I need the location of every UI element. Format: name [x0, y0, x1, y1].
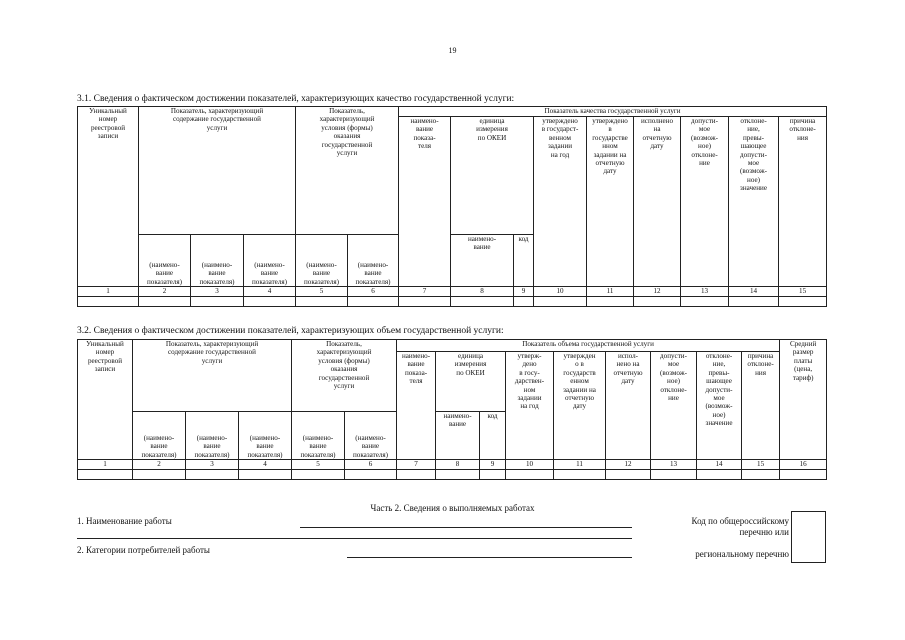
page-number: 19 [448, 46, 457, 55]
header-text-line: отклоне- [660, 385, 687, 394]
header-text-line: наимено- [467, 235, 497, 243]
header-indicator-name-sub [345, 412, 397, 460]
header-text-line: (наимено- [201, 260, 233, 269]
column-number: 2 [139, 287, 191, 297]
header-indicator-name-sub [191, 235, 244, 287]
header-text-line: (цена, [794, 365, 813, 374]
header-text-line: в государст- [541, 125, 579, 134]
header-text-line: (наимено- [196, 433, 228, 442]
header-text-line: задании [547, 142, 573, 151]
table-cell[interactable] [397, 470, 436, 480]
header-text-line: реестровой [90, 123, 126, 132]
header-text-line: государственной [318, 373, 370, 382]
header-text-line: теля [417, 142, 432, 151]
work-name-field-line-2[interactable] [77, 538, 632, 539]
volume-indicators-table [77, 339, 827, 480]
header-text-line: Уникальный [89, 107, 127, 115]
header-text-line: задании [517, 394, 542, 403]
table-cell[interactable] [681, 297, 729, 307]
header-text-line: енном [570, 377, 589, 386]
header-text-line: испол- [617, 352, 639, 360]
header-average-price [780, 340, 827, 460]
header-text-line: содержание государственной [173, 115, 261, 124]
header-text-line: Показатель, характеризующий [165, 340, 259, 348]
table-cell[interactable] [514, 297, 534, 307]
code-label-line-1: Код по общероссийскому [691, 516, 789, 526]
column-number: 16 [780, 460, 827, 470]
header-text-line: ное) [747, 175, 760, 184]
column-number: 9 [514, 287, 534, 297]
header-excess-deviation [729, 117, 779, 287]
header-text-line: допусти- [740, 150, 767, 159]
header-text-line: по ОКЕИ [477, 133, 507, 142]
table-cell[interactable] [399, 297, 451, 307]
table-cell[interactable] [780, 470, 827, 480]
header-text-line: записи [94, 365, 116, 374]
header-text-line: Показатель, [329, 107, 365, 115]
header-deviation-reason [779, 117, 827, 287]
header-text-line: вание [203, 442, 221, 451]
header-indicator-name [399, 117, 451, 287]
header-text-line: ное) [712, 410, 726, 419]
column-number: 4 [244, 287, 296, 297]
column-numbers-row [78, 287, 827, 297]
header-text-line: (наимено- [355, 433, 386, 442]
header-text-line: дату [650, 142, 664, 151]
header-text-line: показателя) [141, 450, 177, 459]
column-number: 8 [436, 460, 480, 470]
header-content-indicator [133, 340, 292, 412]
header-approved-year [534, 117, 587, 287]
header-text-line: отклоне- [691, 150, 718, 159]
header-text-line: превы- [743, 133, 764, 142]
table-cell[interactable] [729, 297, 779, 307]
header-text-line: вание [473, 243, 491, 252]
header-text-line: допусти- [691, 117, 718, 125]
header-text-line: дату [621, 377, 635, 386]
table-cell[interactable] [651, 470, 697, 480]
header-excess-deviation [697, 352, 742, 460]
header-text-line: государственной [321, 140, 373, 149]
table-cell[interactable] [436, 470, 480, 480]
header-text-line: мое [698, 125, 711, 134]
header-text-line: мое [667, 360, 680, 369]
work-name-field[interactable] [300, 527, 632, 528]
header-unit-okei [451, 117, 534, 235]
header-text-line: вание [256, 442, 274, 451]
header-unique-number [78, 340, 133, 460]
header-text-line: задании на [563, 385, 596, 394]
header-unit-code: код [514, 235, 534, 287]
header-quality-indicator: Показатель качества государственной услуги [399, 107, 827, 117]
header-text-line: причина [789, 117, 816, 125]
column-number: 2 [133, 460, 186, 470]
header-indicator-name-sub [139, 235, 191, 287]
header-condition-indicator [292, 340, 397, 412]
header-text-line: Показатель, характеризующий [170, 107, 264, 115]
header-text-line: утверждено [542, 117, 578, 125]
header-text-line: утвержден [563, 352, 596, 360]
header-text-line: задании на [593, 150, 627, 159]
section-3-1-title: 3.1. Сведения о фактическом достижении показателей, характеризующих качество государственной услуги: [77, 94, 515, 104]
column-number: 1 [78, 287, 139, 297]
table-cell[interactable] [78, 470, 133, 480]
header-text-line: на год [520, 402, 539, 411]
header-text-line: вание [361, 442, 380, 451]
header-text-line: допусти- [705, 385, 733, 394]
header-volume-indicator: Показатель объема государственной услуги [397, 340, 780, 352]
header-text-line: показателя) [355, 277, 391, 286]
header-indicator-name-sub [292, 412, 345, 460]
header-text-line: Средний [789, 340, 817, 348]
header-text-line: характеризующий [316, 348, 372, 357]
header-allowed-deviation [651, 352, 697, 460]
header-text-line: мое [747, 159, 760, 168]
table-cell[interactable] [296, 297, 348, 307]
column-number: 4 [239, 460, 292, 470]
header-text-line: о в [575, 360, 584, 369]
header-text-line: показателя) [353, 450, 389, 459]
column-number: 5 [292, 460, 345, 470]
header-text-line: отчетную [565, 394, 595, 403]
header-text-line: мое [713, 394, 725, 403]
header-unit-okei [436, 352, 506, 412]
header-text-line: (наимено- [149, 260, 180, 269]
header-text-line: условия (формы) [318, 356, 370, 365]
header-text-line: реестровой [87, 356, 123, 365]
header-text-line: услуги [336, 149, 358, 158]
column-number: 13 [651, 460, 697, 470]
header-text-line: отклоне- [747, 360, 774, 369]
header-content-indicator [139, 107, 296, 235]
header-indicator-name-sub [244, 235, 296, 287]
table-row [78, 470, 827, 480]
header-unit-name [451, 235, 514, 287]
header-text-line: наимено- [401, 352, 431, 360]
part-2-title: Часть 2. Сведения о выполняемых работах [370, 503, 535, 513]
header-allowed-deviation [681, 117, 729, 287]
header-text-line: превы- [708, 368, 730, 377]
column-number: 14 [729, 287, 779, 297]
header-text-line: показателя) [300, 450, 336, 459]
header-executed [606, 352, 651, 460]
section-3-2-title: 3.2. Сведения о фактическом достижении показателей, характеризующих объем государственной услуги: [77, 326, 504, 336]
header-text-line: содержание государственной [168, 348, 256, 357]
header-text-line: вание [448, 420, 467, 429]
table-cell[interactable] [606, 470, 651, 480]
header-deviation-reason [742, 352, 780, 460]
header-text-line: шающее [740, 142, 767, 151]
header-text-line: ния [755, 368, 766, 377]
header-text-line: вание [312, 269, 331, 278]
header-text-line: отчетную [642, 133, 672, 142]
column-number: 6 [345, 460, 397, 470]
header-text-line: исполнено [641, 117, 674, 125]
column-number: 13 [681, 287, 729, 297]
header-text-line: (наимено- [357, 260, 389, 269]
header-text-line: вание [260, 269, 279, 278]
column-number: 5 [296, 287, 348, 297]
header-text-line: Уникальный [86, 340, 124, 348]
header-text-line: ние, [747, 125, 760, 134]
header-text-line: отклоне- [705, 352, 733, 360]
header-approved-date [587, 117, 634, 287]
table-cell[interactable] [244, 297, 296, 307]
column-number: 15 [779, 287, 827, 297]
header-text-line: дату [603, 167, 617, 176]
header-text-line: ние [668, 394, 679, 403]
column-number: 8 [451, 287, 514, 297]
header-indicator-name-sub [348, 235, 399, 287]
header-text-line: по ОКЕИ [456, 368, 485, 377]
header-text-line: отклоне- [789, 125, 816, 134]
column-number: 7 [399, 287, 451, 297]
header-text-line: (наимено- [254, 260, 285, 269]
table-cell[interactable] [779, 297, 827, 307]
header-text-line: услуги [333, 382, 355, 391]
header-text-line: номер [95, 348, 115, 357]
header-text-line: вание [208, 269, 226, 278]
header-text-line: дату [572, 402, 587, 411]
header-text-line: (возмож- [739, 167, 768, 176]
header-text-line: наимено- [443, 412, 472, 420]
header-text-line: номер [98, 115, 118, 124]
header-text-line: (наимено- [306, 260, 337, 269]
column-number: 12 [606, 460, 651, 470]
header-text-line: в [608, 125, 612, 134]
header-text-line: измерения [454, 360, 487, 369]
header-text-line: записи [97, 132, 119, 141]
header-text-line: показателя) [194, 450, 230, 459]
header-text-line: показателя) [146, 277, 182, 286]
table-cell[interactable] [587, 297, 634, 307]
column-number: 3 [191, 287, 244, 297]
header-indicator-name-sub [296, 235, 348, 287]
header-text-line: ния [797, 133, 808, 142]
header-text-line: вание [309, 442, 327, 451]
header-text-line: отчетную [613, 368, 643, 377]
table-cell[interactable] [292, 470, 345, 480]
header-text-line: ное) [667, 377, 680, 386]
header-text-line: оказания [333, 132, 361, 141]
table-cell[interactable] [506, 470, 554, 480]
work-name-label: 1. Наименование работы [77, 516, 172, 526]
header-text-line: (наимено- [302, 433, 334, 442]
header-text-line: отклоне- [740, 117, 767, 125]
header-text-line: нено на [616, 360, 640, 369]
table-cell[interactable] [345, 470, 397, 480]
header-text-line: шающее [706, 377, 732, 386]
header-text-line: дарствен- [514, 377, 545, 386]
table-cell[interactable] [634, 297, 681, 307]
table-cell[interactable] [697, 470, 742, 480]
column-number: 3 [186, 460, 239, 470]
header-text-line: ние [699, 159, 710, 168]
header-text-line: государств [563, 368, 596, 377]
header-approved-year [506, 352, 554, 460]
consumers-field[interactable] [347, 557, 632, 558]
header-text-line: показателя) [303, 277, 339, 286]
header-indicator-name-sub [133, 412, 186, 460]
header-text-line: вание [364, 269, 382, 278]
header-text-line: ном [523, 385, 536, 394]
header-text-line: размер [792, 348, 814, 357]
table-cell[interactable] [348, 297, 399, 307]
header-text-line: ние, [712, 360, 726, 369]
header-text-line: утверж- [517, 352, 542, 360]
code-label-line-2: перечню или [739, 527, 789, 537]
header-text-line: вание [150, 442, 168, 451]
column-number: 7 [397, 460, 436, 470]
table-cell[interactable] [534, 297, 587, 307]
header-text-line: утверждено [592, 117, 628, 125]
header-text-line: вание [155, 269, 174, 278]
header-text-line: единица [479, 117, 505, 125]
column-number: 11 [554, 460, 606, 470]
quality-indicators-table [77, 106, 827, 307]
header-text-line: причина [747, 352, 774, 360]
table-cell[interactable] [133, 470, 186, 480]
header-text-line: услуги [201, 356, 223, 365]
header-text-line: показателя) [247, 450, 283, 459]
header-text-line: единица [458, 352, 484, 360]
header-unique-number [78, 107, 139, 287]
table-cell[interactable] [742, 470, 780, 480]
header-text-line: Показатель, [326, 340, 362, 348]
header-text-line: теля [409, 377, 423, 386]
header-text-line: государстве [592, 133, 628, 142]
column-number: 15 [742, 460, 780, 470]
header-text-line: наимено- [410, 117, 439, 125]
table-cell[interactable] [139, 297, 191, 307]
table-row [78, 297, 827, 307]
header-text-line: на [653, 125, 661, 134]
header-condition-indicator [296, 107, 399, 235]
header-text-line: услуги [206, 123, 228, 132]
table-cell[interactable] [78, 297, 139, 307]
header-indicator-name-sub [239, 412, 292, 460]
header-text-line: значение [705, 419, 733, 428]
header-text-line: (возмож- [690, 133, 719, 142]
consumers-label: 2. Категории потребителей работы [77, 545, 210, 555]
header-text-line: (возмож- [659, 368, 688, 377]
table-cell[interactable] [554, 470, 606, 480]
header-text-line: значение [740, 184, 767, 193]
code-box[interactable] [791, 511, 826, 563]
header-text-line: показа- [404, 368, 428, 377]
header-text-line: показателя) [251, 277, 287, 286]
header-text-line: венном [549, 133, 571, 142]
header-text-line: вание [415, 125, 434, 134]
column-number: 10 [534, 287, 587, 297]
header-text-line: дено [522, 360, 537, 369]
column-number: 6 [348, 287, 399, 297]
header-text-line: показа- [413, 133, 436, 142]
table-cell[interactable] [239, 470, 292, 480]
column-number: 1 [78, 460, 133, 470]
table-cell[interactable] [451, 297, 514, 307]
column-number: 14 [697, 460, 742, 470]
column-number: 12 [634, 287, 681, 297]
column-numbers-row [78, 460, 827, 470]
header-text-line: вание [407, 360, 425, 369]
header-text-line: измерения [476, 125, 508, 134]
header-unit-name [436, 412, 480, 460]
code-label-line-3: региональному перечню [695, 549, 789, 559]
header-text-line: показателя) [199, 277, 235, 286]
column-number: 9 [480, 460, 506, 470]
header-text-line: оказания [330, 365, 358, 374]
header-indicator-name [397, 352, 436, 460]
table-cell[interactable] [186, 470, 239, 480]
header-text-line: платы [794, 356, 813, 365]
column-number: 10 [506, 460, 554, 470]
header-executed [634, 117, 681, 287]
header-text-line: (наимено- [143, 433, 175, 442]
header-text-line: (возмож- [705, 402, 733, 411]
header-text-line: ное) [698, 142, 711, 151]
header-text-line: (наимено- [249, 433, 281, 442]
header-approved-date [554, 352, 606, 460]
header-text-line: допусти- [660, 352, 687, 360]
header-text-line: тариф) [792, 373, 814, 382]
header-text-line: на год [550, 150, 570, 159]
header-text-line: характеризующий [319, 115, 375, 124]
header-text-line: условия (формы) [321, 123, 373, 132]
header-unit-code: код [480, 412, 506, 460]
table-cell[interactable] [480, 470, 506, 480]
table-cell[interactable] [191, 297, 244, 307]
header-text-line: отчетную [595, 159, 625, 168]
header-indicator-name-sub [186, 412, 239, 460]
header-text-line: нном [602, 142, 618, 151]
column-number: 11 [587, 287, 634, 297]
header-text-line: в госу- [519, 368, 540, 377]
